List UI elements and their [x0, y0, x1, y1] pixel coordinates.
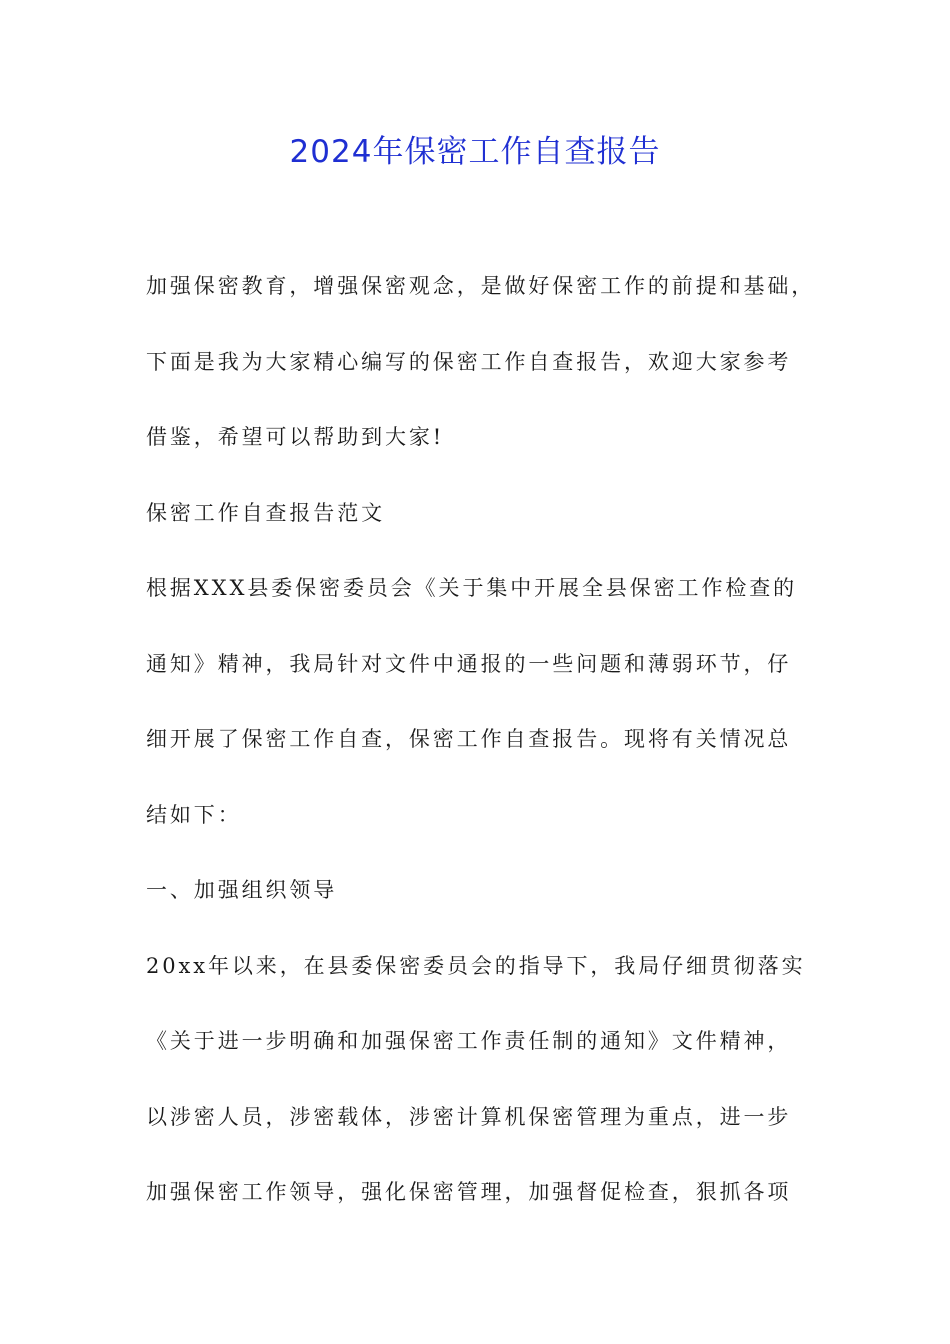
body-line: 20xx年以来，在县委保密委员会的指导下，我局仔细贯彻落实 [146, 953, 806, 978]
section-heading-1: 一、加强组织领导 [146, 878, 338, 902]
document-body [146, 263, 836, 1245]
document-title: 2024年保密工作自查报告 [289, 134, 661, 170]
body-line: 结如下： [146, 802, 242, 827]
body-line: 借鉴，希望可以帮助到大家! [146, 425, 445, 449]
body-line: 《关于进一步明确和加强保密工作责任制的通知》文件精神， [146, 1029, 792, 1053]
body-line: 加强保密教育，增强保密观念，是做好保密工作的前提和基础， [146, 274, 816, 298]
body-line: 以涉密人员，涉密载体，涉密计算机保密管理为重点，进一步 [146, 1104, 792, 1129]
body-line: 根据XXX县委保密委员会《关于集中开展全县保密工作检查的 [146, 576, 798, 600]
body-line: 加强保密工作领导，强化保密管理，加强督促检查，狠抓各项 [146, 1180, 792, 1204]
body-line: 通知》精神，我局针对文件中通报的一些问题和薄弱环节，仔 [146, 651, 792, 676]
section-heading-fanwen: 保密工作自查报告范文 [146, 500, 385, 525]
body-line: 细开展了保密工作自查，保密工作自查报告。现将有关情况总 [146, 727, 792, 751]
body-line: 下面是我为大家精心编写的保密工作自查报告，欢迎大家参考 [146, 349, 792, 374]
